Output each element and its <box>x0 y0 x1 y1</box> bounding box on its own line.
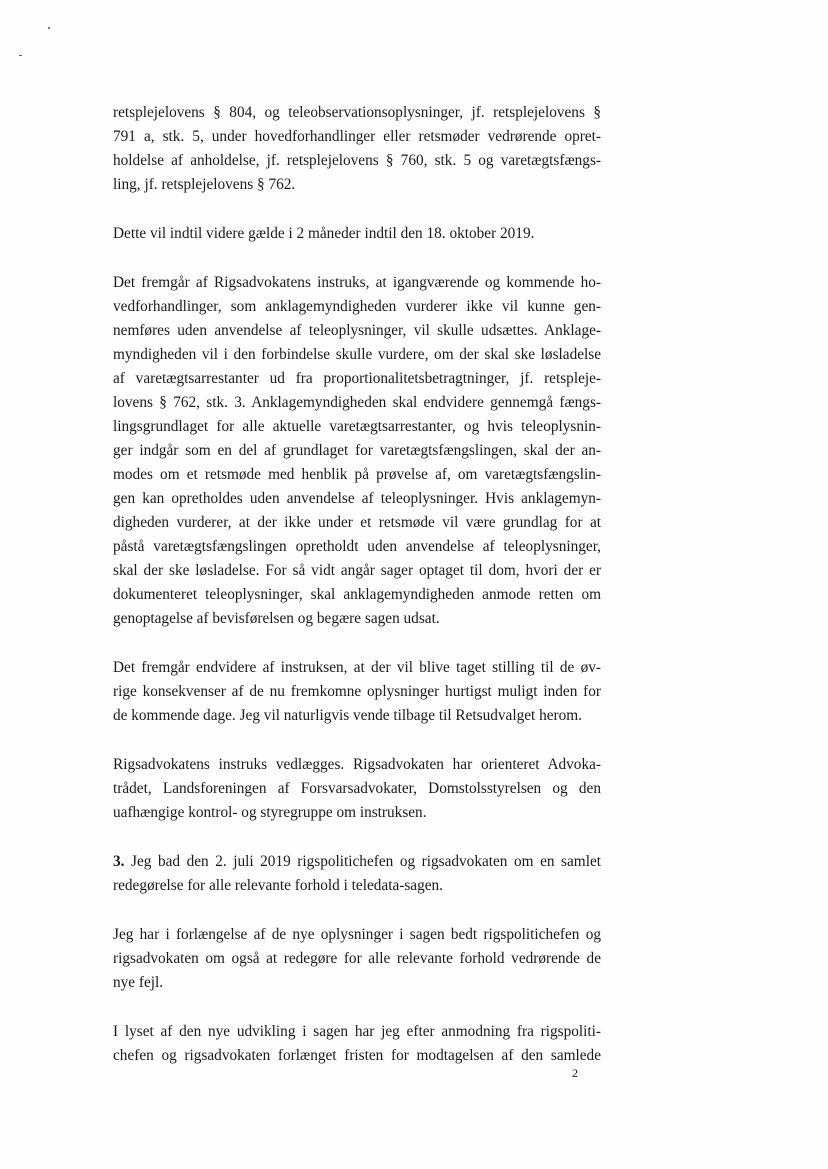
text-line: holdelse af anholdelse, jf. retsplejelovens § 760, stk. 5 og varetægtsfængs- <box>113 152 601 169</box>
text-line: trådet, Landsforeningen af Forsvarsadvokater, Domstolsstyrelsen og den <box>113 780 601 797</box>
text-line: af varetægtsarrestanter ud fra proportionalitetsbetragtninger, jf. retspleje- <box>113 370 601 387</box>
text-line: Dette vil indtil videre gælde i 2 måneder indtil den 18. oktober 2019. <box>113 225 535 242</box>
text-line: rige konsekvenser af de nu fremkomne oplysninger hurtigst muligt inden for <box>113 683 601 700</box>
text-line: Rigsadvokatens instruks vedlægges. Rigsadvokaten har orienteret Advoka- <box>113 756 601 773</box>
text-line: lovens § 762, stk. 3. Anklagemyndigheden skal endvidere gennemgå fængs- <box>113 394 601 411</box>
text-line: nye fejl. <box>113 974 164 991</box>
paragraph-3 <box>113 271 601 631</box>
text-line: Det fremgår endvidere af instruksen, at der vil blive taget stilling til de øv- <box>113 659 601 676</box>
text-line: I lyset af den nye udvikling i sagen har jeg efter anmodning fra rigspoliti- <box>113 1023 601 1040</box>
text-line: nemføres uden anvendelse af teleoplysninger, vil skulle udsættes. Anklage- <box>113 322 601 339</box>
text-line: Det fremgår af Rigsadvokatens instruks, at igangværende og kommende ho- <box>113 274 601 291</box>
page-number: 2 <box>572 1066 578 1080</box>
text-line-content: Jeg bad den 2. juli 2019 rigspolitichefen og rigsadvokaten om en samlet <box>124 853 601 870</box>
text-line: vedforhandlinger, som anklagemyndigheden vurderer ikke vil kunne gen- <box>113 298 601 315</box>
text-line: gen kan opretholdes uden anvendelse af teleoplysninger. Hvis anklagemyn- <box>113 490 601 507</box>
scan-speck <box>19 55 22 56</box>
paragraph-6 <box>113 850 601 898</box>
text-line: lingsgrundlaget for alle aktuelle varetægtsarrestanter, og hvis teleoplysnin- <box>113 418 601 435</box>
body-text <box>113 101 601 1068</box>
scan-speck <box>48 27 50 29</box>
text-line: uafhængige kontrol- og styregruppe om instruksen. <box>113 804 427 821</box>
text-line: påstå varetægtsfængslingen opretholdt uden anvendelse af teleoplysninger, <box>113 538 601 555</box>
text-line: rigsadvokaten om også at redegøre for alle relevante forhold vedrørende de <box>113 950 601 967</box>
paragraph-5 <box>113 753 601 825</box>
text-line: myndigheden vil i den forbindelse skulle vurdere, om der skal ske løsladelse <box>113 346 601 363</box>
text-line <box>113 850 601 874</box>
text-line: modes om et retsmøde med henblik på prøvelse af, om varetægtsfængslin- <box>113 466 601 483</box>
text-line: genoptagelse af bevisførelsen og begære sagen udsat. <box>113 610 440 627</box>
paragraph-7 <box>113 923 601 995</box>
text-line: skal der ske løsladelse. For så vidt angår sager optaget til dom, hvori der er <box>113 562 601 579</box>
text-line: digheden vurderer, at der ikke under et retsmøde vil være grundlag for at <box>113 514 601 531</box>
paragraph-8 <box>113 1020 601 1068</box>
text-line: 791 a, stk. 5, under hovedforhandlinger eller retsmøder vedrørende opret- <box>113 128 601 145</box>
paragraph-4 <box>113 656 601 728</box>
text-line: chefen og rigsadvokaten forlænget fristen for modtagelsen af den samlede <box>113 1047 601 1064</box>
text-line: retsplejelovens § 804, og teleobservationsoplysninger, jf. retsplejelovens § <box>113 104 601 121</box>
paragraph-2 <box>113 222 601 246</box>
text-line: de kommende dage. Jeg vil naturligvis vende tilbage til Retsudvalget herom. <box>113 707 582 724</box>
text-line: dokumenteret teleoplysninger, skal anklagemyndigheden anmode retten om <box>113 586 601 603</box>
text-line: redegørelse for alle relevante forhold i teledata-sagen. <box>113 877 443 894</box>
text-line: Jeg har i forlængelse af de nye oplysninger i sagen bedt rigspolitichefen og <box>113 926 601 943</box>
text-line: ling, jf. retsplejelovens § 762. <box>113 176 296 193</box>
text-line: ger indgår som en del af grundlaget for varetægtsfængslingen, skal der an- <box>113 442 601 459</box>
paragraph-1 <box>113 101 601 197</box>
section-number: 3. <box>113 853 125 870</box>
